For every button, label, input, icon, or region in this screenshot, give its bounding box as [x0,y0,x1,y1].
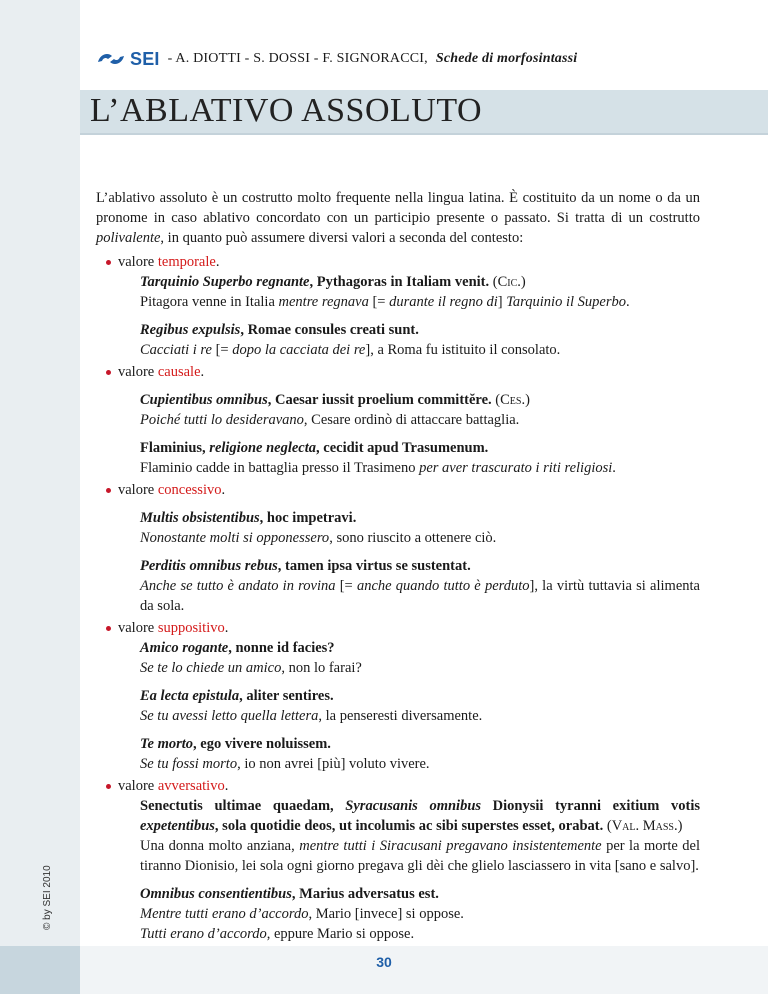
page-header [96,44,577,74]
left-margin-bar [0,0,80,994]
example [140,796,700,876]
example [140,884,700,944]
latin-sentence: Tarquinio Superbo regnante, Pythagoras in Italiam venit. (Cic.) [140,274,526,290]
bullet-icon [106,370,111,375]
logo-text: SEI [130,48,160,69]
translation: Nonostante molti si opponessero, sono riuscito a ottenere ciò. [140,530,497,546]
copyright-notice: © by SEI 2010 [42,865,53,930]
section-suppositivo [96,618,700,774]
example [140,734,700,774]
translation: Flaminio cadde in battaglia presso il Trasimeno per aver trascurato i riti religiosi. [140,460,616,476]
example [140,508,700,548]
translation: Cacciati i re [= dopo la cacciata dei re], a Roma fu istituito il consolato. [140,342,561,358]
example [140,272,700,312]
section-heading: valore avversativo. [118,778,229,794]
header-authors: - A. DIOTTI - S. DOSSI - F. SIGNORACCI, [167,51,428,66]
translation: Se tu avessi letto quella lettera, la penseresti diversamente. [140,708,483,724]
title-rule [80,133,768,135]
bullet-icon [106,626,111,631]
latin-sentence: Flaminius, religione neglecta, cecidit apud Trasumenum. [140,440,489,456]
latin-sentence: Cupientibus omnibus, Caesar iussit proelium committĕre. (Ces.) [140,392,530,408]
latin-sentence: Regibus expulsis, Romae consules creati sunt. [140,322,419,338]
latin-sentence: Ea lecta epistula, aliter sentires. [140,688,334,704]
section-concessivo [96,480,700,616]
translation: Una donna molto anziana, mentre tutti i Siracusani pregavano insistentemente per la morte del tiranno Dionisio, lei sola ogni giorno pregava gli dèi che glielo lasciassero in vita [sano e salvo]. [140,838,700,874]
translation: Mentre tutti erano d’accordo, Mario [invece] si oppose. [140,906,464,922]
page-title: L’ABLATIVO ASSOLUTO [90,92,483,129]
bullet-icon [106,260,111,265]
translation: Se tu fossi morto, io non avrei [più] voluto vivere. [140,756,430,772]
section-heading: valore concessivo. [118,482,226,498]
latin-sentence: Perditis omnibus rebus, tamen ipsa virtus se sustentat. [140,558,471,574]
example [140,686,700,726]
sei-logo-icon [96,50,126,68]
translation: Se te lo chiede un amico, non lo farai? [140,660,362,676]
section-avversativo [96,776,700,944]
bullet-icon [106,488,111,493]
translation: Tutti erano d’accordo, eppure Mario si oppose. [140,926,415,942]
example [140,320,700,360]
section-heading: valore temporale. [118,254,220,270]
sei-logo [96,49,160,70]
header-book-title: Schede di morfosintassi [435,51,578,66]
section-heading: valore causale. [118,364,205,380]
bullet-icon [106,784,111,789]
translation: Poiché tutti lo desideravano, Cesare ordinò di attaccare battaglia. [140,412,520,428]
main-content [96,188,700,946]
example [140,638,700,678]
latin-sentence: Omnibus consentientibus, Marius adversatus est. [140,886,439,902]
example [140,390,700,430]
intro-paragraph: L’ablativo assoluto è un costrutto molto frequente nella lingua latina. È costituito da un nome o da un pronome in caso ablativo concordato con un participio presente o passato. Si tratta di un costrutto polivalente, in quanto può assumere diversi valori a seconda del contesto: [96,190,700,246]
translation: Pitagora venne in Italia mentre regnava [= durante il regno di] Tarquinio il Superbo. [140,294,630,310]
section-heading: valore suppositivo. [118,620,229,636]
latin-sentence: Multis obsistentibus, hoc impetravi. [140,510,357,526]
latin-sentence: Senectutis ultimae quaedam, Syracusanis omnibus Dionysii tyranni exitium votis expetentibus, sola quotidie deos, ut incolumis ac sibi superstes esset, orabat. (Val. Mass.) [140,798,701,834]
translation: Anche se tutto è andato in rovina [= anche quando tutto è perduto], la virtù tuttavia si alimenta da sola. [140,578,700,614]
latin-sentence: Te morto, ego vivere noluissem. [140,736,331,752]
example [140,556,700,616]
page-number: 30 [376,954,392,970]
latin-sentence: Amico rogante, nonne id facies? [140,640,335,656]
example [140,438,700,478]
section-causale [96,362,700,478]
section-temporale [96,252,700,360]
